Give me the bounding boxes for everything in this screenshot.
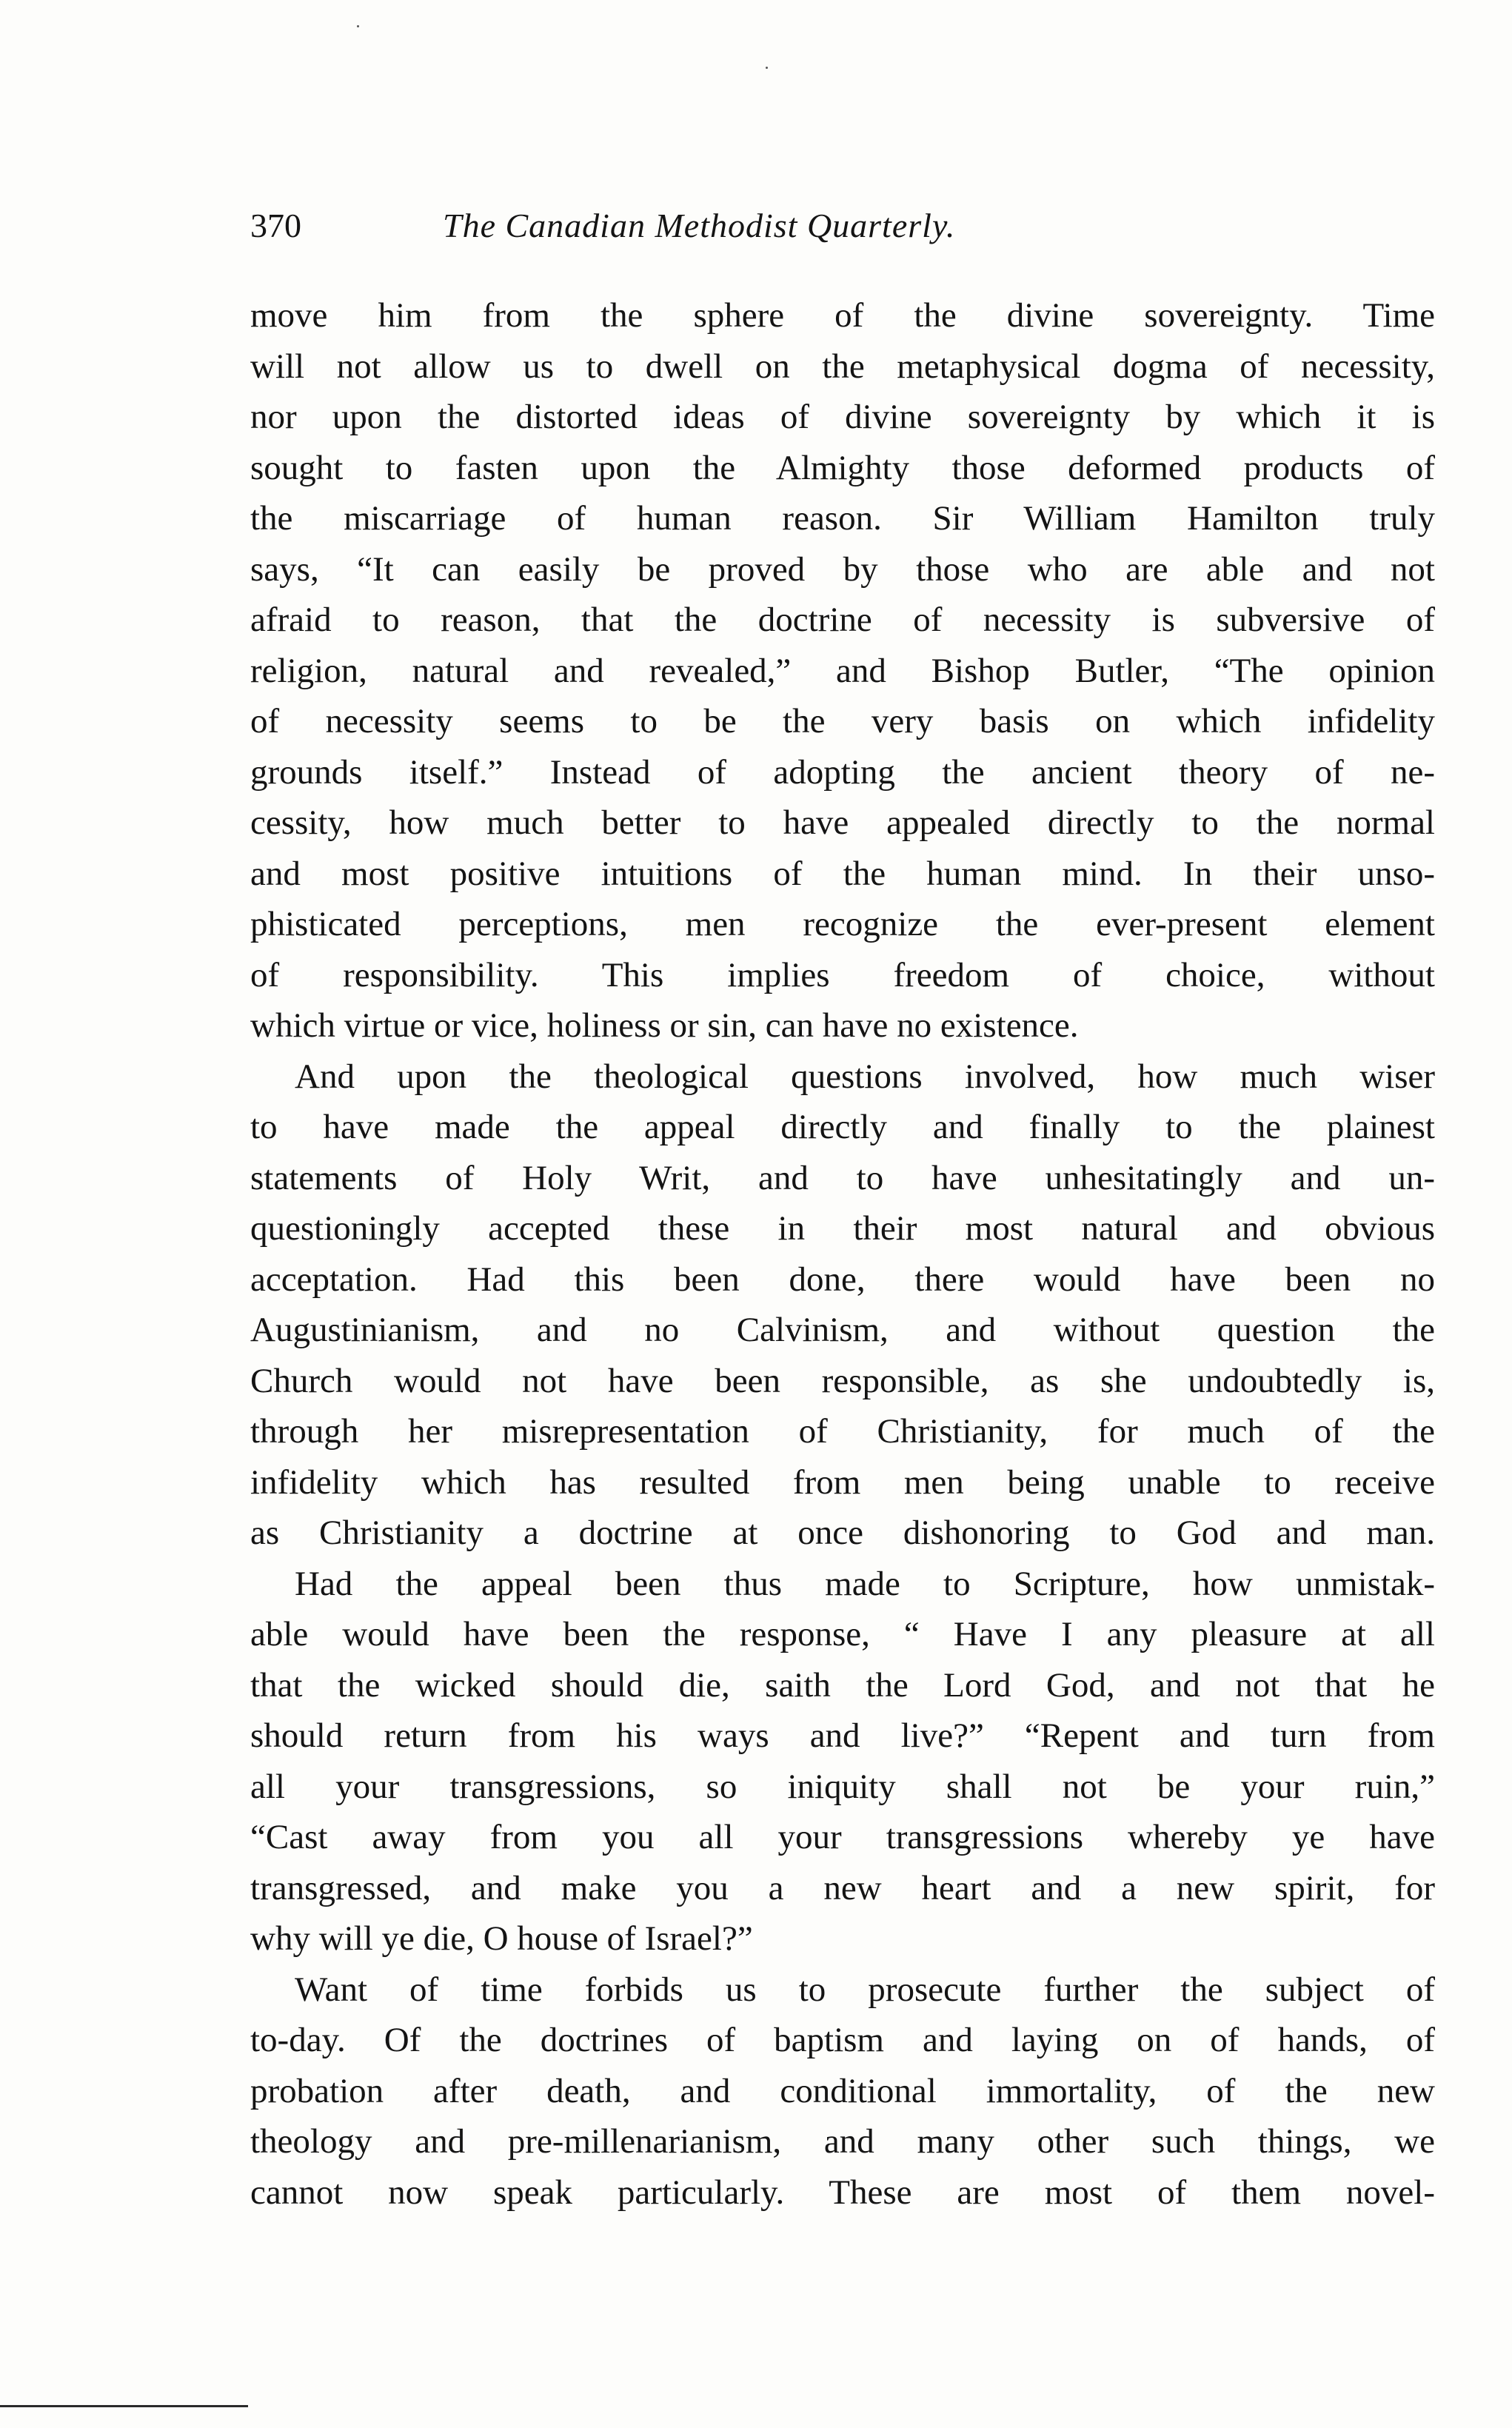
text-line: Want of time forbids us to prosecute further the subject of: [295, 1970, 1435, 2009]
text-line: why will ye die, O house of Israel?”: [250, 1919, 753, 1958]
text-line: And upon the theological questions involved, how much wiser: [295, 1057, 1435, 1096]
text-line: infidelity which has resulted from men being unable to receive: [250, 1462, 1435, 1502]
text-line: which virtue or vice, holiness or sin, can have no existence.: [250, 1006, 1079, 1045]
footer-rule: [0, 2405, 248, 2407]
text-line: religion, natural and revealed,” and Bishop Butler, “The opinion: [250, 651, 1435, 690]
text-line: Augustinianism, and no Calvinism, and without question the: [250, 1311, 1435, 1349]
text-line: should return from his ways and live?” “Repent and turn from: [250, 1716, 1435, 1755]
text-line: transgressed, and make you a new heart and a new spirit, for: [250, 1868, 1435, 1907]
text-line: that the wicked should die, saith the Lord God, and not that he: [250, 1665, 1435, 1705]
text-line: through her misrepresentation of Christianity, for much of the: [250, 1412, 1435, 1451]
text-line: of necessity seems to be the very basis on which infidelity: [250, 702, 1435, 740]
text-line: and most positive intuitions of the human mind. In their unso-: [250, 854, 1435, 893]
text-line: statements of Holy Writ, and to have unhesitatingly and un-: [250, 1158, 1435, 1197]
text-line: nor upon the distorted ideas of divine sovereignty by which it is: [250, 398, 1435, 436]
speck-mark: [766, 67, 768, 69]
text-line: phisticated perceptions, men recognize the ever-present element: [250, 905, 1435, 943]
text-line: says, “It can easily be proved by those who are able and not: [250, 549, 1435, 589]
text-line: cessity, how much better to have appealed directly to the normal: [250, 803, 1435, 842]
speck-mark: [357, 25, 359, 27]
text-line: all your transgressions, so iniquity shall not be your ruin,”: [250, 1767, 1435, 1806]
text-line: grounds itself.” Instead of adopting the ancient theory of ne-: [250, 752, 1435, 792]
text-line: as Christianity a doctrine at once dishonoring to God and man.: [250, 1514, 1435, 1552]
text-line: of responsibility. This implies freedom of choice, without: [250, 955, 1435, 994]
text-line: move him from the sphere of the divine sovereignty. Time: [250, 296, 1435, 335]
text-line: the miscarriage of human reason. Sir William Hamilton truly: [250, 499, 1435, 538]
page-header: [250, 206, 1435, 258]
text-line: afraid to reason, that the doctrine of necessity is subversive of: [250, 601, 1435, 639]
running-title: The Canadian Methodist Quarterly.: [443, 207, 956, 244]
text-line: probation after death, and conditional immortality, of the new: [250, 2071, 1435, 2110]
text-line: sought to fasten upon the Almighty those deformed products of: [250, 448, 1435, 487]
body-text: [250, 290, 1435, 2218]
text-line: will not allow us to dwell on the metaphysical dogma of necessity,: [250, 347, 1435, 386]
text-line: to-day. Of the doctrines of baptism and laying on of hands, of: [250, 2021, 1435, 2059]
text-line: to have made the appeal directly and finally to the plainest: [250, 1108, 1435, 1146]
text-line: Church would not have been responsible, as she undoubtedly is,: [250, 1361, 1435, 1400]
text-line: “Cast away from you all your transgressions whereby ye have: [250, 1818, 1435, 1856]
text-line: theology and pre-millenarianism, and many other such things, we: [250, 2122, 1435, 2161]
text-line: able would have been the response, “ Have I any pleasure at all: [250, 1615, 1435, 1653]
page-number: 370: [250, 207, 301, 244]
text-line: Had the appeal been thus made to Scripture, how unmistak-: [295, 1564, 1435, 1603]
text-line: questioningly accepted these in their most natural and obvious: [250, 1209, 1435, 1248]
text-line: cannot now speak particularly. These are most of them novel-: [250, 2173, 1435, 2212]
text-line: acceptation. Had this been done, there would have been no: [250, 1260, 1435, 1299]
